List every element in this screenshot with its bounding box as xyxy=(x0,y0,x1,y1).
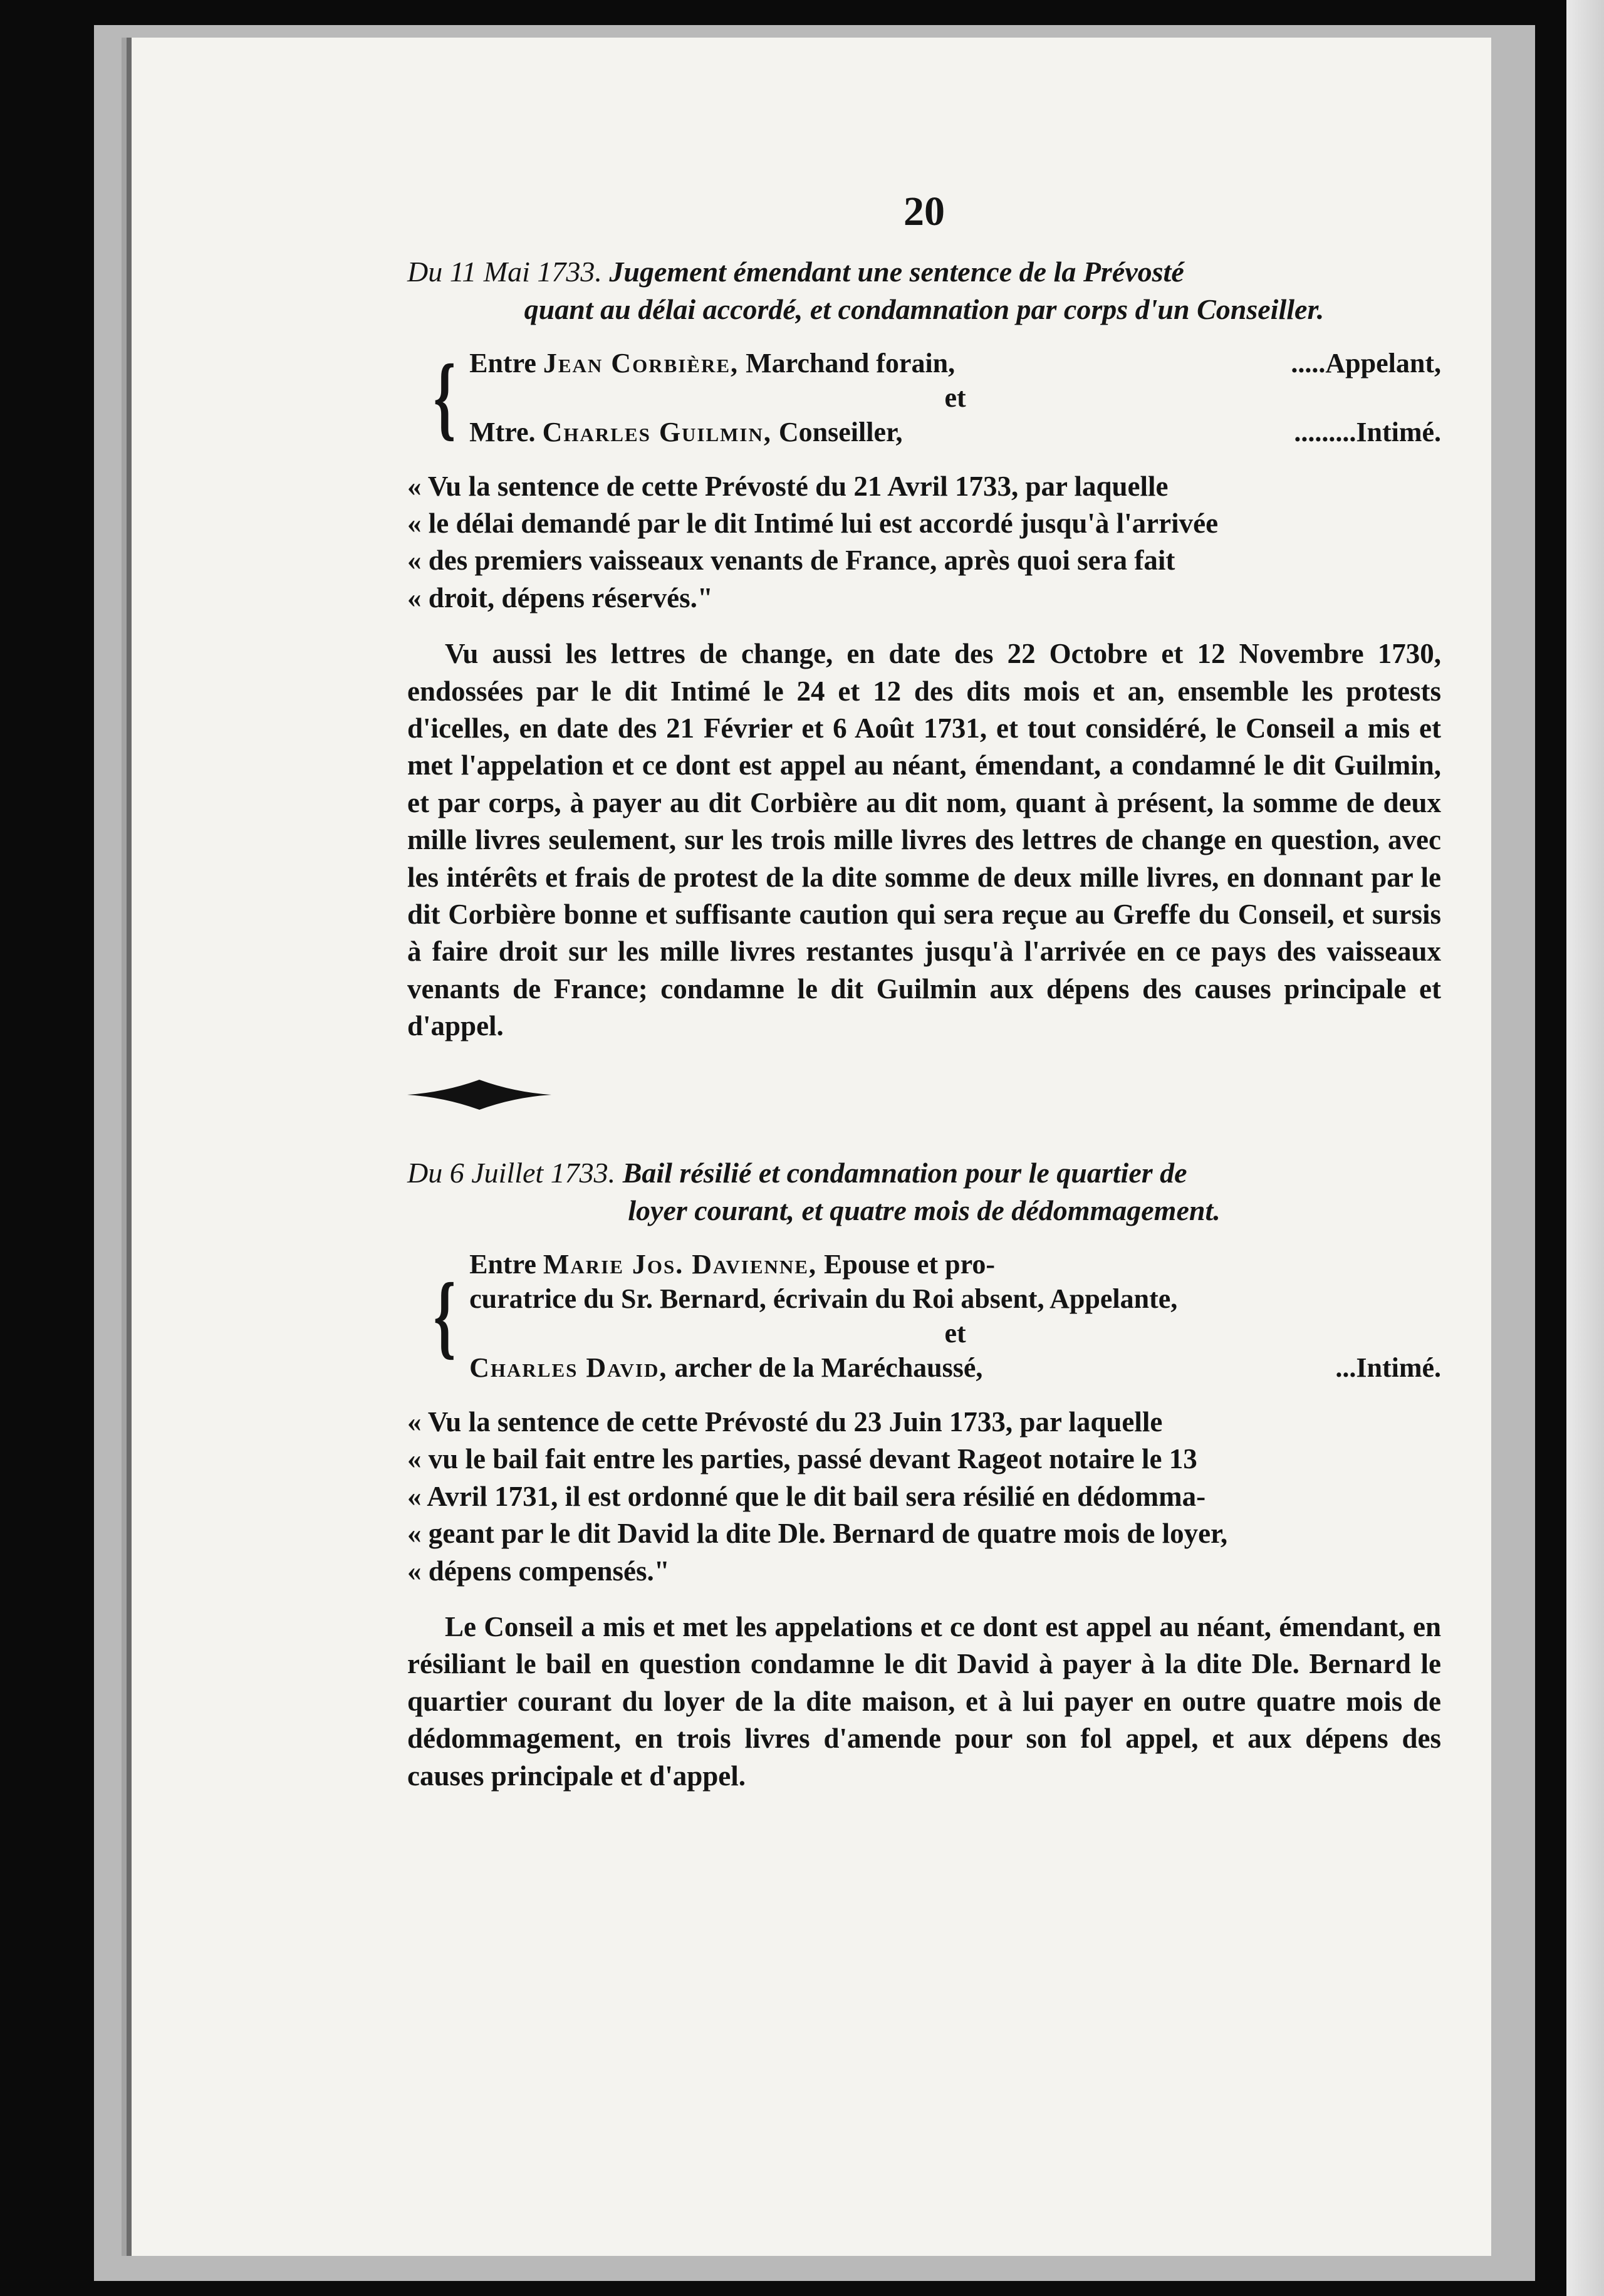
quote-line: « vu le bail fait entre les parties, passé devant Rageot notaire le 13 xyxy=(407,1443,1197,1475)
party-appellant-cont xyxy=(469,1281,1441,1316)
party-lines xyxy=(469,1247,1441,1385)
party-name: Jean Corbière, xyxy=(543,347,739,378)
quote-line: « droit, dépens réservés." xyxy=(407,582,713,613)
ruling-paragraph-1: Vu aussi les lettres de change, en date des 22 Octobre et 12 Novembre 1730, endossées par le dit Intimé le 24 et 12 des dits mois et an, ensemble les protests d'icelles, en date des 21 Février et 6 Août 1731, et tout considéré, le Conseil a mis et met l'appelation et ce dont est appel au néant, émendant, a condamné le dit Guilmin, et par corps, à payer au dit Corbière au dit nom, quant à présent, la somme de deux mille livres seulement, sur les trois mille livres des lettres de change en question, avec les intérêts et frais de protest de la dite somme de deux mille livres, en donnant par le dit Corbière bonne et suffisante caution qui sera reçue au Greffe du Conseil, et sursis à faire droit sur les mille livres restantes jusqu'à l'arrivée en ce pays des vaisseaux venants de France; condamne le dit Guilmin aux dépens des causes principale et d'appel. xyxy=(407,638,1441,1042)
party-appellant xyxy=(469,346,1441,380)
quote-line: « Vu la sentence de cette Prévosté du 23 Juin 1733, par laquelle xyxy=(407,1406,1163,1438)
entry-title-line1: Jugement émendant une sentence de la Prévosté xyxy=(609,256,1184,288)
party-role: Epouse et pro- xyxy=(824,1249,995,1280)
party-prefix: Mtre. xyxy=(469,416,536,447)
party-role: archer de la Maréchaussé, xyxy=(674,1352,983,1384)
party-connector xyxy=(469,380,1441,415)
quote-line: « le délai demandé par le dit Intimé lui est accordé jusqu'à l'arrivée xyxy=(407,507,1219,539)
party-status: Intimé. xyxy=(1356,1352,1441,1384)
connector-et: et xyxy=(944,382,966,413)
entry-title-line2: quant au délai accordé, et condamnation par corps d'un Conseiller. xyxy=(524,293,1325,325)
quote-line: « dépens compensés." xyxy=(407,1555,670,1587)
party-connector xyxy=(469,1316,1441,1350)
party-lines xyxy=(469,346,1441,449)
party-name: Marie Jos. Davienne, xyxy=(543,1249,817,1280)
party-name: Charles David, xyxy=(469,1352,668,1384)
party-role: Conseiller, xyxy=(778,416,903,447)
brace-icon: { xyxy=(433,1264,456,1369)
next-page-edge xyxy=(1566,0,1604,2296)
page-content xyxy=(407,188,1441,1813)
section-heading-1 xyxy=(407,253,1441,328)
party-role: Marchand forain, xyxy=(746,347,956,378)
ruling-paragraph-2: Le Conseil a mis et met les appelations et ce dont est appel au néant, émendant, en résiliant le bail en question condamne le dit David à payer à la dite Dle. Bernard le quartier courant du loyer de la dite maison, et à lui payer en outre quatre mois de dédommagement, en trois livres d'amende pour son fol appel, et aux dépens des causes principale et d'appel. xyxy=(407,1611,1441,1792)
party-prefix: Entre xyxy=(469,1249,536,1280)
entry-title-line2: loyer courant, et quatre mois de dédommagement. xyxy=(628,1194,1221,1227)
brace-icon: { xyxy=(433,345,456,450)
party-appellant xyxy=(469,1247,1441,1281)
entry-title-line1: Bail résilié et condamnation pour le quartier de xyxy=(622,1157,1187,1189)
leader-dots: ... xyxy=(1335,1352,1357,1384)
quoted-sentence-2 xyxy=(407,1404,1441,1590)
party-status: Appelant, xyxy=(1325,347,1441,378)
leader-dots: ..... xyxy=(1291,347,1326,378)
quoted-sentence-1 xyxy=(407,468,1441,617)
parties-block-2 xyxy=(426,1247,1441,1385)
entry-date: Du 11 Mai 1733. xyxy=(407,256,602,288)
ornamental-rule-icon xyxy=(407,1076,551,1114)
parties-block-1 xyxy=(426,346,1441,449)
quote-line: « geant par le dit David la dite Dle. Bernard de quatre mois de loyer, xyxy=(407,1518,1228,1550)
quote-line: « Avril 1731, il est ordonné que le dit bail sera résilié en dédomma- xyxy=(407,1480,1206,1512)
party-respondent xyxy=(469,415,1441,449)
quote-line: « des premiers vaisseaux venants de France, après quoi sera fait xyxy=(407,545,1175,577)
party-status: Intimé. xyxy=(1356,416,1441,447)
connector-et: et xyxy=(944,1318,966,1349)
leader-dots: ......... xyxy=(1294,416,1357,447)
page-number: 20 xyxy=(904,189,945,234)
party-role-cont: curatrice du Sr. Bernard, écrivain du Roi absent, Appelante, xyxy=(469,1283,1178,1315)
section-heading-2 xyxy=(407,1154,1441,1229)
party-respondent xyxy=(469,1350,1441,1385)
party-name: Charles Guilmin, xyxy=(542,416,772,447)
entry-date: Du 6 Juillet 1733. xyxy=(407,1157,616,1189)
party-prefix: Entre xyxy=(469,347,536,378)
quote-line: « Vu la sentence de cette Prévosté du 21 Avril 1733, par laquelle xyxy=(407,470,1169,502)
